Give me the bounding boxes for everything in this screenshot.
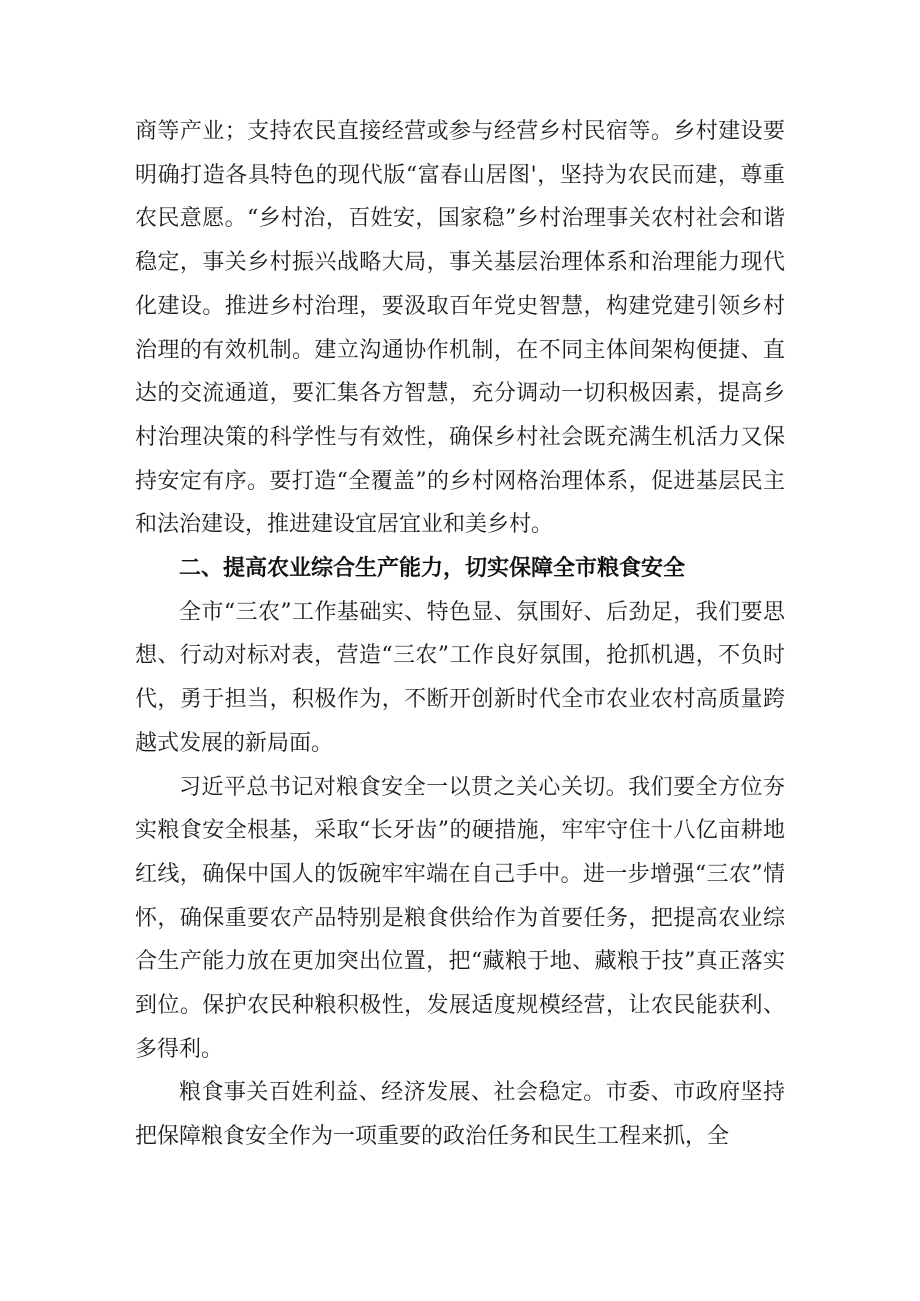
paragraph-rural-governance: 商等产业；支持农民直接经营或参与经营乡村民宿等。乡村建设要明确打造各具特色的现代版“富春山居图'，坚持为农民而建，尊重农民意愿。“乡村治，百姓安，国家稳”乡村治理事关农村社会和谐稳定，事关乡村振兴战略大局，事关基层治理体系和治理能力现代化建设。推进乡村治理，要汲取百年党史智慧，构建党建引领乡村治理的有效机制。建立沟通协作机制，在不同主体间架构便捷、直达的交流通道，要汇集各方智慧，充分调动一切积极因素，提高乡村治理决策的科学性与有效性，确保乡村社会既充满生机活力又保持安定有序。要打造“全覆盖”的乡村网格治理体系，促进基层民主和法治建设，推进建设宜居宜业和美乡村。 (135, 119, 785, 538)
section-heading-grain-security: 二、提高农业综合生产能力，切实保障全市粮食安全 (179, 556, 686, 582)
paragraph-grain-stability: 粮食事关百姓利益、经济发展、社会稳定。市委、市政府坚持把保障粮食安全作为一项重要的政治任务和民生工程来抓，全 (135, 1080, 785, 1150)
paragraph-food-security: 习近平总书记对粮食安全一以贯之关心关切。我们要全方位夯实粮食安全根基，采取“长牙齿”的硬措施，牢牢守住十八亿亩耕地红线，确保中国人的饭碗牢牢端在自己手中。进一步增强“三农”情怀，确保重要农产品特别是粮食供给作为首要任务，把提高农业综合生产能力放在更加突出位置，把“藏粮于地、藏粮于技”真正落实到位。保护农民种粮积极性，发展适度规模经营，让农民能获利、多得利。 (135, 774, 785, 1062)
document-body (135, 110, 785, 1159)
paragraph-sannong-work: 全市“三农”工作基础实、特色显、氛围好、后劲足，我们要思想、行动对标对表，营造“三农”工作良好氛围，抢抓机遇，不负时代，勇于担当，积极作为，不断开创新时代全市农业农村高质量跨越式发展的新局面。 (135, 599, 785, 756)
